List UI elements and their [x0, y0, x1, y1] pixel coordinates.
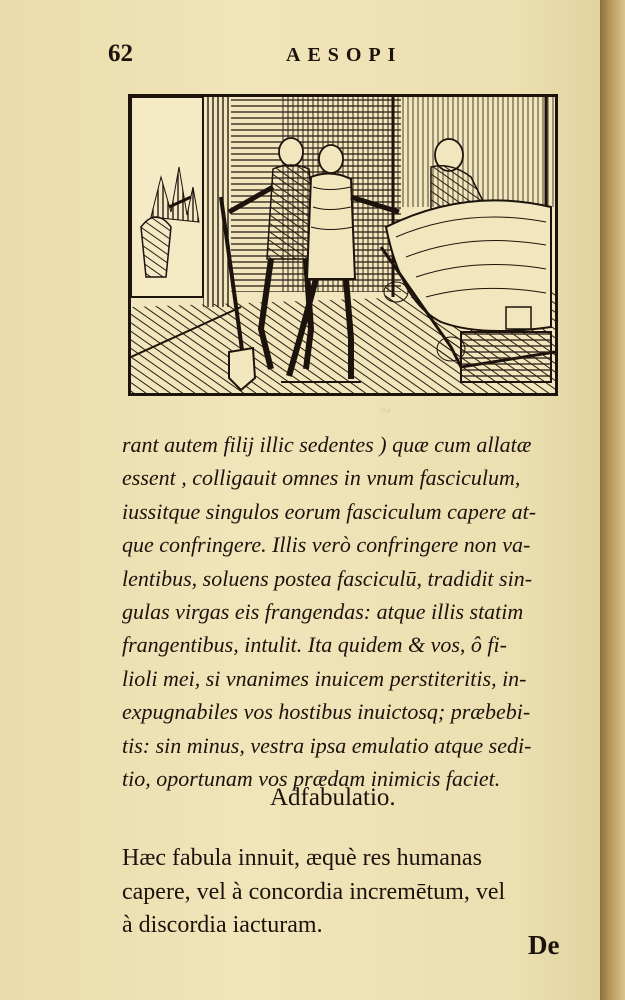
book-gutter — [600, 0, 625, 1000]
woodcut-illustration — [128, 94, 558, 396]
text-line: lioli mei, si vnanimes inuicem perstiteritis, in- — [122, 665, 527, 691]
text-line: lentibus, soluens postea fasciculū, tradidit sin- — [122, 565, 533, 591]
woodcut-drawing — [131, 97, 555, 393]
running-head: AESOPI — [286, 44, 403, 66]
text-line: capere, vel à concordia incremētum, vel — [122, 878, 506, 905]
text-line: que confringere. Illis verò confringere non va- — [122, 532, 531, 558]
catchword: De — [528, 930, 560, 960]
bleed-through-text: ~ — [380, 400, 391, 422]
text-line: tio, oportunam vos prædam inimicis faciet. — [122, 765, 501, 791]
text-line: tis: sin minus, vestra ipsa emulatio atque sedi- — [122, 732, 532, 758]
page-header — [108, 40, 438, 76]
moral-heading: Adfabulatio. — [270, 784, 396, 811]
text-line: à discordia iacturam. — [122, 912, 323, 938]
text-line: gulas virgas eis frangendas: atque illis statim — [122, 598, 524, 624]
page-number: 62 — [108, 40, 133, 67]
text-line: expugnabiles vos hostibus inuictosq; præbebi- — [122, 699, 531, 725]
fable-body — [122, 428, 562, 795]
text-line: frangentibus, intulit. Ita quidem & vos, ô fi- — [122, 632, 507, 658]
text-line: iussitque singulos eorum fasciculum capere at- — [122, 498, 537, 524]
text-line: rant autem filij illic sedentes ) quæ cum allatæ — [122, 432, 532, 457]
text-line: essent , colligauit omnes in vnum fasciculum, — [122, 465, 521, 491]
text-line: Hæc fabula innuit, æquè res humanas — [122, 845, 482, 871]
moral-body — [122, 842, 572, 943]
